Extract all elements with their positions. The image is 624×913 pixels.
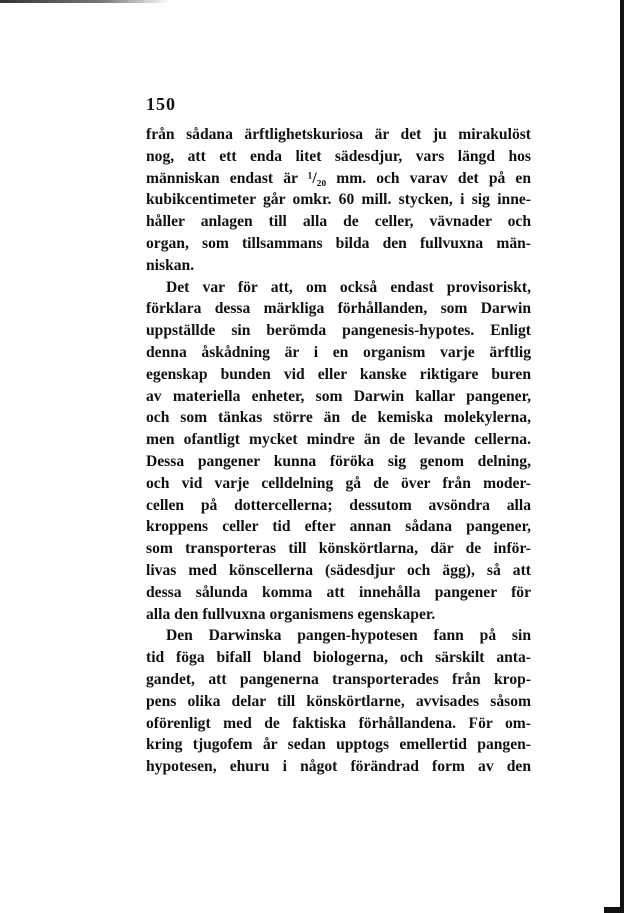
text-line: pens olika delar till könskörtlarne, avvisades såsom [146, 692, 531, 710]
text-line: och vid varje celldelning gå de över från moder- [146, 474, 531, 492]
text-line: oförenligt med de faktiska förhållandena. För om- [146, 714, 531, 732]
text-line: denna åskådning är i en organism varje ärftlig [146, 343, 531, 361]
text-line: men ofantligt mycket mindre än de levande cellerna. [146, 431, 531, 449]
body-text [146, 124, 531, 778]
text-line: tid föga bifall bland biologerna, och särskilt anta- [146, 649, 531, 667]
page-number: 150 [146, 94, 176, 114]
text-line: kubikcentimeter går omkr. 60 mill. stycken, i sig inne- [146, 191, 531, 209]
text-line: Den Darwinska pangen-hypotesen fann på sin [166, 627, 531, 645]
text-line: håller anlagen till alla de celler, vävnader och [146, 213, 531, 231]
text-line: från sådana ärftlighetskuriosa är det ju mirakulöst [146, 126, 531, 143]
text-line: dessa sålunda komma att innehålla pangener för [146, 583, 531, 601]
text-line: Dessa pangener kunna föröka sig genom delning, [146, 452, 531, 470]
text-line: hypotesen, ehuru i något förändrad form av den [146, 758, 531, 776]
text-line: livas med könscellerna (sädesdjur och ägg), så att [146, 561, 531, 579]
text-line: cellen på dottercellerna; dessutom avsöndra alla [146, 496, 531, 514]
text-line: niskan. [146, 256, 195, 274]
text-line: organ, som tillsammans bilda den fullvuxna män- [146, 234, 531, 252]
text-line: som transporteras till könskörtlarna, där de inför- [146, 540, 531, 558]
text-line: uppställde sin berömda pangenesis-hypotes. Enligt [146, 322, 531, 340]
text-line: av materiella enheter, som Darwin kallar pangener, [146, 387, 531, 405]
text-line: Det var för att, om också endast provisoriskt, [166, 278, 531, 296]
text-line: kroppens celler tid efter annan sådana pangener, [146, 518, 531, 536]
scan-edge-corner [604, 907, 624, 913]
text-line: människan endast är ¹/₂₀ mm. och varav det på en [146, 169, 531, 187]
text-line: alla den fullvuxna organismens egenskaper. [146, 605, 436, 623]
text-line: gandet, att pangenerna transporterades från krop- [146, 670, 531, 688]
text-line: nog, att ett enda litet sädesdjur, vars längd hos [146, 147, 531, 165]
text-line: och som tänkas större än de kemiska molekylerna, [146, 409, 531, 427]
text-line: kring tjugofem år sedan upptogs emellertid pangen- [146, 736, 531, 754]
text-line: förklara dessa märkliga förhållanden, som Darwin [146, 300, 531, 318]
text-line: egenskap bunden vid eller kanske riktigare buren [146, 365, 531, 383]
scan-edge-top [0, 0, 170, 3]
scan-edge-right [620, 0, 624, 913]
